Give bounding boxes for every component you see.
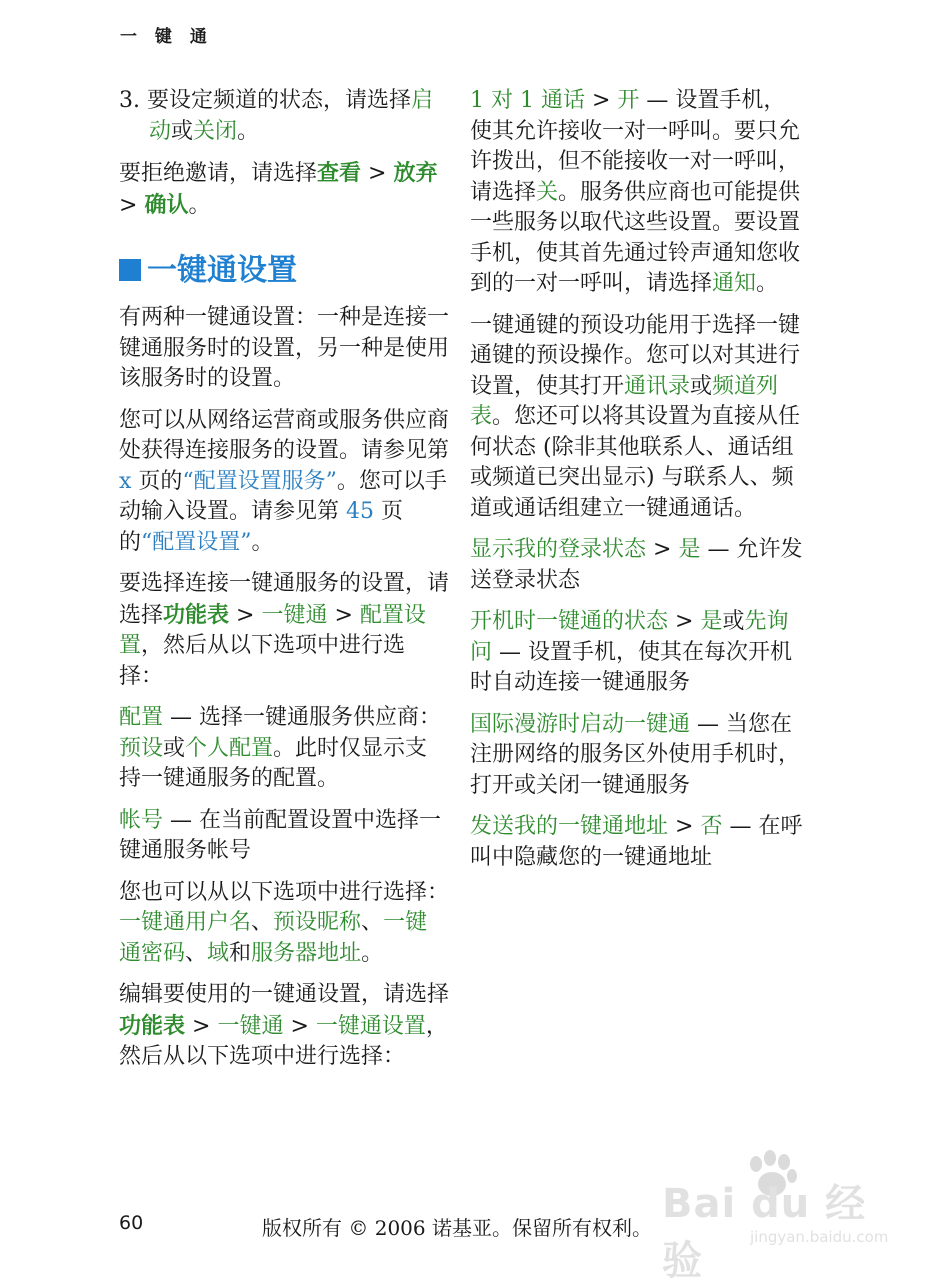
text: 。此时仅显示支持一键通服务的配置。	[119, 735, 428, 791]
copyright-notice: 版权所有 © 2006 诺基亚。保留所有权利。	[262, 1216, 652, 1240]
menu-confirm: 确认	[144, 191, 189, 218]
option-account-label: 帐号	[119, 807, 164, 833]
separator: >	[668, 609, 701, 634]
text: 或	[690, 373, 713, 399]
text: — 设置手机，使其在每次开机时自动连接一键通服务	[470, 639, 793, 695]
menu-ptt: 一键通	[261, 602, 328, 628]
left-column	[119, 86, 449, 1084]
option-no: 否	[700, 814, 723, 839]
text: 页的	[131, 468, 183, 494]
option-domain: 域	[207, 940, 230, 966]
option-roaming	[470, 710, 804, 802]
text: 。您还可以将其设置为直接从任何状态 (除非其他联系人、通话组或频道已突出显示) 与联系人、频道或通话组建立一键通通话。	[470, 404, 801, 521]
paragraph-edit-settings	[119, 980, 449, 1073]
option-label: 发送我的一键通地址	[470, 814, 669, 839]
option-label: 开机时一键通的状态	[470, 609, 669, 634]
menu-config-settings: 配置设置	[119, 602, 426, 658]
text: 页的	[119, 499, 403, 555]
watermark-text: Bai du 经验	[662, 1181, 867, 1284]
option-one-to-one-call	[470, 86, 804, 300]
text: 。	[237, 118, 260, 144]
menu-view: 查看	[317, 160, 362, 186]
text: 或	[171, 118, 194, 144]
baidu-watermark	[662, 1150, 889, 1284]
watermark-url: jingyan.baidu.com	[750, 1228, 889, 1246]
menu-function-list: 功能表	[163, 601, 230, 628]
option-contacts: 通讯录	[624, 373, 691, 399]
section-title-text: 一键通设置	[147, 253, 297, 288]
separator: >	[668, 814, 701, 839]
option-config-label: 配置	[119, 705, 164, 730]
link-config-service[interactable]: “配置设置服务”	[182, 468, 337, 494]
text: 。服务供应商也可能提供一些服务以取代这些设置。要设置手机，使其首先通过铃声通知您收到的一对一呼叫，请选择	[470, 179, 801, 296]
text: 。您可以手动输入设置。请参见第	[119, 468, 447, 524]
text: — 在当前配置设置中选择一键通服务帐号	[119, 807, 442, 863]
text: 要设定频道的状态，请选择	[147, 88, 412, 113]
page-ref-45: 45	[346, 499, 374, 524]
text: — 选择一键通服务供应商：	[163, 705, 442, 730]
separator: >	[229, 602, 262, 628]
text: 您也可以从以下选项中进行选择：	[119, 879, 450, 905]
option-off: 关	[536, 179, 559, 205]
text: ，然后从以下选项中进行选择：	[119, 1013, 448, 1069]
option-server-address: 服务器地址	[251, 940, 362, 966]
option-startup-status	[470, 607, 804, 699]
text: — 在呼叫中隐藏您的一键通地址	[470, 814, 803, 870]
option-ask-first: 先询问	[470, 609, 789, 665]
right-column	[470, 86, 804, 884]
text: 、	[185, 940, 208, 966]
text: — 允许发送登录状态	[470, 537, 803, 593]
option-personal-config: 个人配置	[185, 735, 274, 761]
option-preset: 预设	[119, 735, 164, 761]
option-preset-nickname: 预设昵称	[273, 910, 362, 935]
menu-ptt: 一键通	[217, 1013, 284, 1039]
text: 您可以从网络运营商或服务供应商处获得连接服务的设置。请参见第	[119, 407, 450, 463]
option-send-address	[470, 812, 804, 873]
option-account	[119, 806, 449, 867]
paragraph-two-settings: 有两种一键通设置：一种是连接一键通服务时的设置，另一种是使用该服务时的设置。	[119, 305, 450, 391]
text: 、	[251, 910, 274, 935]
separator: >	[185, 1013, 218, 1039]
separator: >	[584, 88, 618, 113]
text: — 设置手机，使其允许接收一对一呼叫。要只允许拨出，但不能接收一对一呼叫，请选择	[470, 88, 801, 205]
option-label: 显示我的登录状态	[470, 537, 647, 562]
text: — 当您在注册网络的服务区外使用手机时，打开或关闭一键通服务	[470, 711, 801, 798]
option-yes: 是	[678, 537, 701, 562]
text: 编辑要使用的一键通设置，请选择	[119, 982, 450, 1007]
text: 一键通键的预设功能用于选择一键通键的预设操作。您可以对其进行设置，使其打开	[470, 312, 801, 399]
option-close: 关闭	[193, 118, 238, 144]
separator: >	[646, 537, 679, 562]
text: 。	[361, 940, 384, 966]
text: 或	[722, 609, 745, 634]
text: 。	[251, 529, 274, 555]
section-title	[119, 251, 449, 291]
text: 要选择连接一键通服务的设置，请选择	[119, 571, 450, 628]
text: 。	[756, 271, 779, 296]
step-3	[119, 86, 449, 147]
option-notify: 通知	[712, 271, 757, 296]
separator: >	[327, 602, 360, 628]
running-header: 一 键 通	[120, 27, 213, 47]
option-show-login-status	[470, 535, 804, 596]
menu-ptt-settings: 一键通设置	[315, 1013, 426, 1039]
text: 。	[188, 192, 211, 218]
option-start: 启动	[149, 88, 434, 144]
menu-function-list: 功能表	[119, 1012, 186, 1039]
option-ptt-username: 一键通用户名	[119, 910, 252, 935]
step-number: 3.	[119, 88, 140, 113]
menu-discard: 放弃	[393, 160, 438, 186]
paragraph-more-options	[119, 878, 449, 970]
link-config-settings[interactable]: “配置设置”	[141, 529, 252, 555]
paragraph-ptt-key-default	[470, 311, 804, 525]
separator: >	[283, 1013, 316, 1039]
text: 、	[361, 910, 384, 935]
page-number: 60	[119, 1212, 144, 1234]
text: 要拒绝邀请，请选择	[119, 161, 318, 186]
paragraph-select-connection	[119, 569, 449, 692]
page-ref-x: x	[119, 468, 132, 494]
option-label: 国际漫游时启动一键通	[470, 711, 691, 737]
option-label: 1 对 1 通话	[470, 88, 585, 113]
section-square-icon	[119, 259, 141, 281]
reject-invite-paragraph	[119, 158, 449, 221]
paragraph-config-service	[119, 406, 449, 559]
text: 和	[229, 940, 252, 966]
text: 或	[163, 735, 186, 761]
option-ptt-password: 一键通密码	[119, 910, 428, 966]
option-yes: 是	[700, 609, 723, 634]
separator: >	[119, 192, 145, 218]
option-on: 开	[617, 88, 640, 113]
text: ，然后从以下选项中进行选择：	[119, 633, 406, 689]
option-config	[119, 703, 449, 795]
separator: >	[361, 161, 394, 186]
option-channel-list: 频道列表	[470, 373, 779, 429]
